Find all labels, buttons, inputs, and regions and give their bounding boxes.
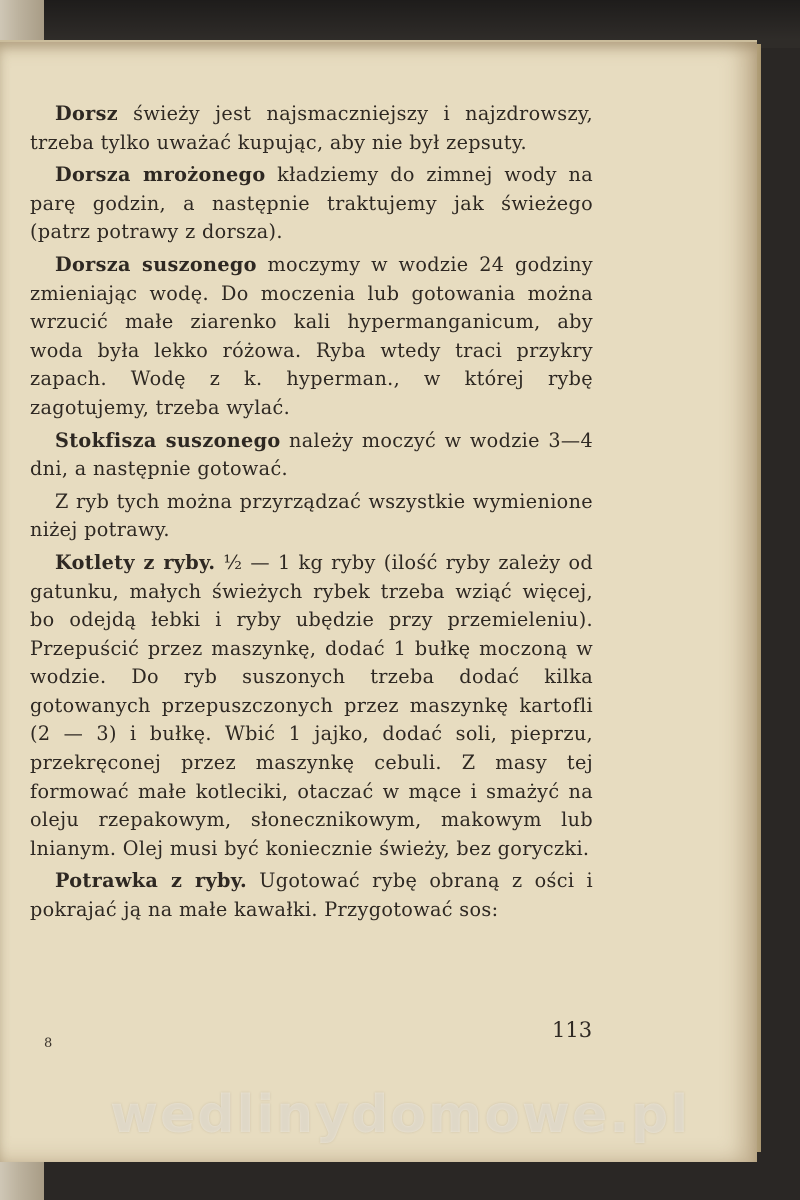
paragraph-kotlety: Kotlety z ryby. ½ — 1 kg ryby (ilość ryby zależy od gatunku, małych świeżych rybek trzeba wziąć więcej, bo odejdą łebki i ryby ubędzie przy przemieleniu). Przepuścić przez maszynkę, dodać 1 bułkę moczoną w wodzie. Do ryb suszonych trzeba dodać kilka gotowanych przepuszczonych przez maszynkę kartofli (2 — 3) i bułkę. Wbić 1 jajko, dodać soli, pieprzu, przekręconej przez maszynkę cebuli. Z masy tej formować małe kotleciki, otaczać w mące i smażyć na oleju rzepakowym, słonecznikowym, makowym lub lnianym. Olej musi być koniecznie świeży, bez goryczki.: [30, 550, 593, 860]
paragraph-dorsz-mrozony: Dorsza mrożonego kładziemy do zimnej wody na parę godzin, a następnie traktujemy jak świeżego (patrz potrawy z dorsza).: [30, 163, 594, 244]
paragraph-stokfisz: Stokfisza suszonego należy moczyć w wodzie 3—4 dni, a następnie gotować.: [30, 428, 594, 481]
paragraph-dorsz: Dorsz świeży jest najsmaczniejszy i najzdrowszy, trzeba tylko uważać kupując, aby nie był zepsuty.: [30, 102, 593, 154]
paragraph-z-ryb-tych: Z ryb tych można przyrządzać wszystkie wymienione niżej potrawy.: [30, 489, 593, 542]
page-number: 113: [552, 1018, 593, 1042]
paragraph-dorsz-suszony: Dorsza suszonego moczymy w wodzie 24 godziny zmieniając wodę. Do moczenia lub gotowania można wrzucić małe ziarenko kali hypermanganicum, aby woda była lekko różowa. Ryba wtedy traci przykry zapach. Wodę z k. hyperman., w której rybę zagotujemy, trzeba wylać.: [30, 252, 594, 419]
text-block: [30, 100, 593, 929]
watermark: wedlinydomowe.pl: [109, 1085, 691, 1145]
printer-signature: 8: [44, 1036, 53, 1051]
paragraph-potrawka: Potrawka z ryby. Ugotować rybę obraną z ości i pokrajać ją na małe kawałki. Przygotować sos:: [30, 869, 593, 922]
